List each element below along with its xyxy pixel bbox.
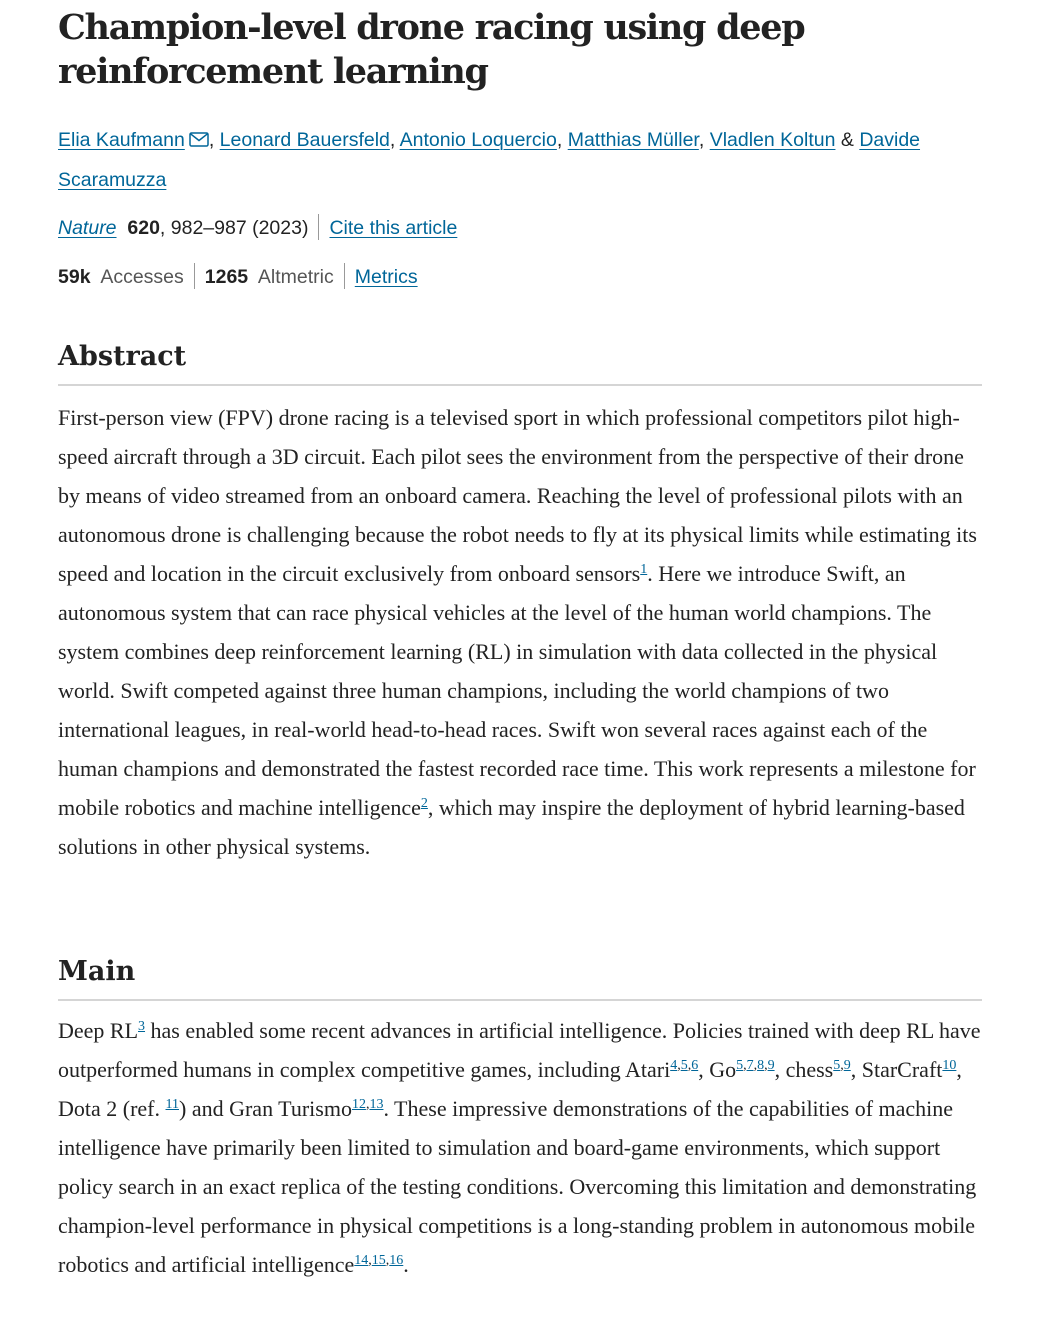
author-link-bauersfeld[interactable]: Leonard Bauersfeld [219, 129, 390, 151]
reference-link[interactable]: 1 [640, 562, 648, 577]
reference-separator: , [385, 1253, 390, 1268]
main-text-part: , Dota 2 (ref. [58, 1057, 962, 1121]
reference-separator: , [840, 1058, 844, 1073]
main-text-part: . These impressive demonstrations of the capabilities of machine intelligence have primarily been limited to simulation and board-game environments, which support policy search in an exact replica of the testing conditions. Overcoming this limitation and demonstrating champion-level performance in physical competitions is a long-standing problem in autonomous mobile robotics and artificial intelligence [58, 1096, 977, 1277]
abstract-paragraph [58, 398, 982, 866]
reference-link[interactable]: 11 [165, 1097, 179, 1112]
altmetric-score: 1265 [204, 266, 249, 288]
abstract-text-part: . Here we introduce Swift, an autonomous system that can race physical vehicles at the level of the human world champions. The system combines deep reinforcement learning (RL) in simulation with data collected in the physical world. Swift competed against three human champions, including the world champions of two international leagues, in real-world head-to-head races. Swift won several races against each of the human champions and demonstrated the fastest recorded race time. This work represents a milestone for mobile robotics and machine intelligence [58, 561, 976, 820]
reference-link[interactable]: 9 [767, 1058, 775, 1073]
accesses-count: 59k [58, 266, 91, 288]
page-range: , 982–987 (2023) [159, 217, 309, 239]
journal-link[interactable]: Nature [58, 217, 117, 239]
metrics-line [58, 263, 982, 291]
reference-link[interactable]: 5 [736, 1058, 744, 1073]
envelope-icon[interactable] [189, 122, 209, 161]
author-list [58, 121, 982, 200]
reference-separator: , [753, 1058, 758, 1073]
main-heading: Main [58, 955, 982, 1001]
reference-link[interactable]: 6 [691, 1058, 699, 1073]
abstract-heading: Abstract [58, 340, 982, 386]
reference-link[interactable]: 15 [371, 1253, 386, 1268]
main-text-part: ) and Gran Turismo [179, 1096, 352, 1121]
reference-link[interactable]: 5 [680, 1058, 688, 1073]
accesses-label: Accesses [100, 266, 184, 288]
reference-link[interactable]: 13 [369, 1097, 384, 1112]
metrics-link[interactable]: Metrics [354, 266, 418, 288]
reference-link[interactable]: 7 [746, 1058, 754, 1073]
author-link-scaramuzza[interactable]: Davide Scaramuzza [58, 129, 921, 191]
reference-link[interactable]: 12 [351, 1097, 366, 1112]
volume-number: 620 [127, 217, 160, 239]
author-link-kaufmann[interactable]: Elia Kaufmann [58, 129, 185, 151]
divider [318, 214, 319, 240]
main-text-part: , chess [774, 1057, 834, 1082]
reference-link[interactable]: 16 [389, 1253, 404, 1268]
reference-separator: , [687, 1058, 692, 1073]
divider [344, 263, 345, 289]
reference-separator: , [677, 1058, 681, 1073]
main-text-part: . [403, 1252, 409, 1277]
reference-link[interactable]: 5 [833, 1058, 841, 1073]
main-paragraph [58, 1011, 982, 1284]
reference-link[interactable]: 9 [843, 1058, 851, 1073]
reference-separator: , [368, 1253, 372, 1268]
main-text-part: , Go [698, 1057, 737, 1082]
main-text-part: , StarCraft [850, 1057, 943, 1082]
reference-link[interactable]: 8 [757, 1058, 765, 1073]
reference-separator: , [365, 1097, 370, 1112]
main-text-part: has enabled some recent advances in artificial intelligence. Policies trained with deep RL have outperformed humans in complex competitive games, including Atari [58, 1018, 981, 1082]
article-title: Champion-level drone racing using deep reinforcement learning [58, 7, 805, 92]
author-separator: , [556, 129, 563, 151]
reference-link[interactable]: 4 [670, 1058, 678, 1073]
author-link-koltun[interactable]: Vladlen Koltun [709, 129, 836, 151]
divider [194, 263, 195, 289]
abstract-text-part: First-person view (FPV) drone racing is a televised sport in which professional competitors pilot high-speed aircraft through a 3D circuit. Each pilot sees the environment from the perspective of their drone by means of video streamed from an onboard camera. Reaching the level of professional pilots with an autonomous drone is challenging because the robot needs to fly at its physical limits while estimating its speed and location in the circuit exclusively from onboard sensors [58, 405, 977, 586]
reference-link[interactable]: 3 [138, 1019, 146, 1034]
reference-separator: , [764, 1058, 768, 1073]
author-separator: , [208, 129, 215, 151]
author-link-muller[interactable]: Matthias Müller [567, 129, 699, 151]
citation-line [58, 214, 982, 242]
author-link-loquercio[interactable]: Antonio Loquercio [399, 129, 557, 151]
author-separator: , [389, 129, 396, 151]
altmetric-label: Altmetric [257, 266, 334, 288]
reference-link[interactable]: 10 [942, 1058, 957, 1073]
cite-article-link[interactable]: Cite this article [329, 217, 458, 239]
article-page [58, 0, 982, 1277]
reference-link[interactable]: 2 [420, 796, 428, 811]
abstract-text-part: , which may inspire the deployment of hybrid learning-based solutions in other physical systems. [58, 795, 965, 859]
reference-separator: , [743, 1058, 747, 1073]
author-ampersand: & [840, 129, 854, 151]
reference-link[interactable]: 14 [354, 1253, 369, 1268]
author-separator: , [698, 129, 705, 151]
main-text-part: Deep RL [58, 1018, 139, 1043]
